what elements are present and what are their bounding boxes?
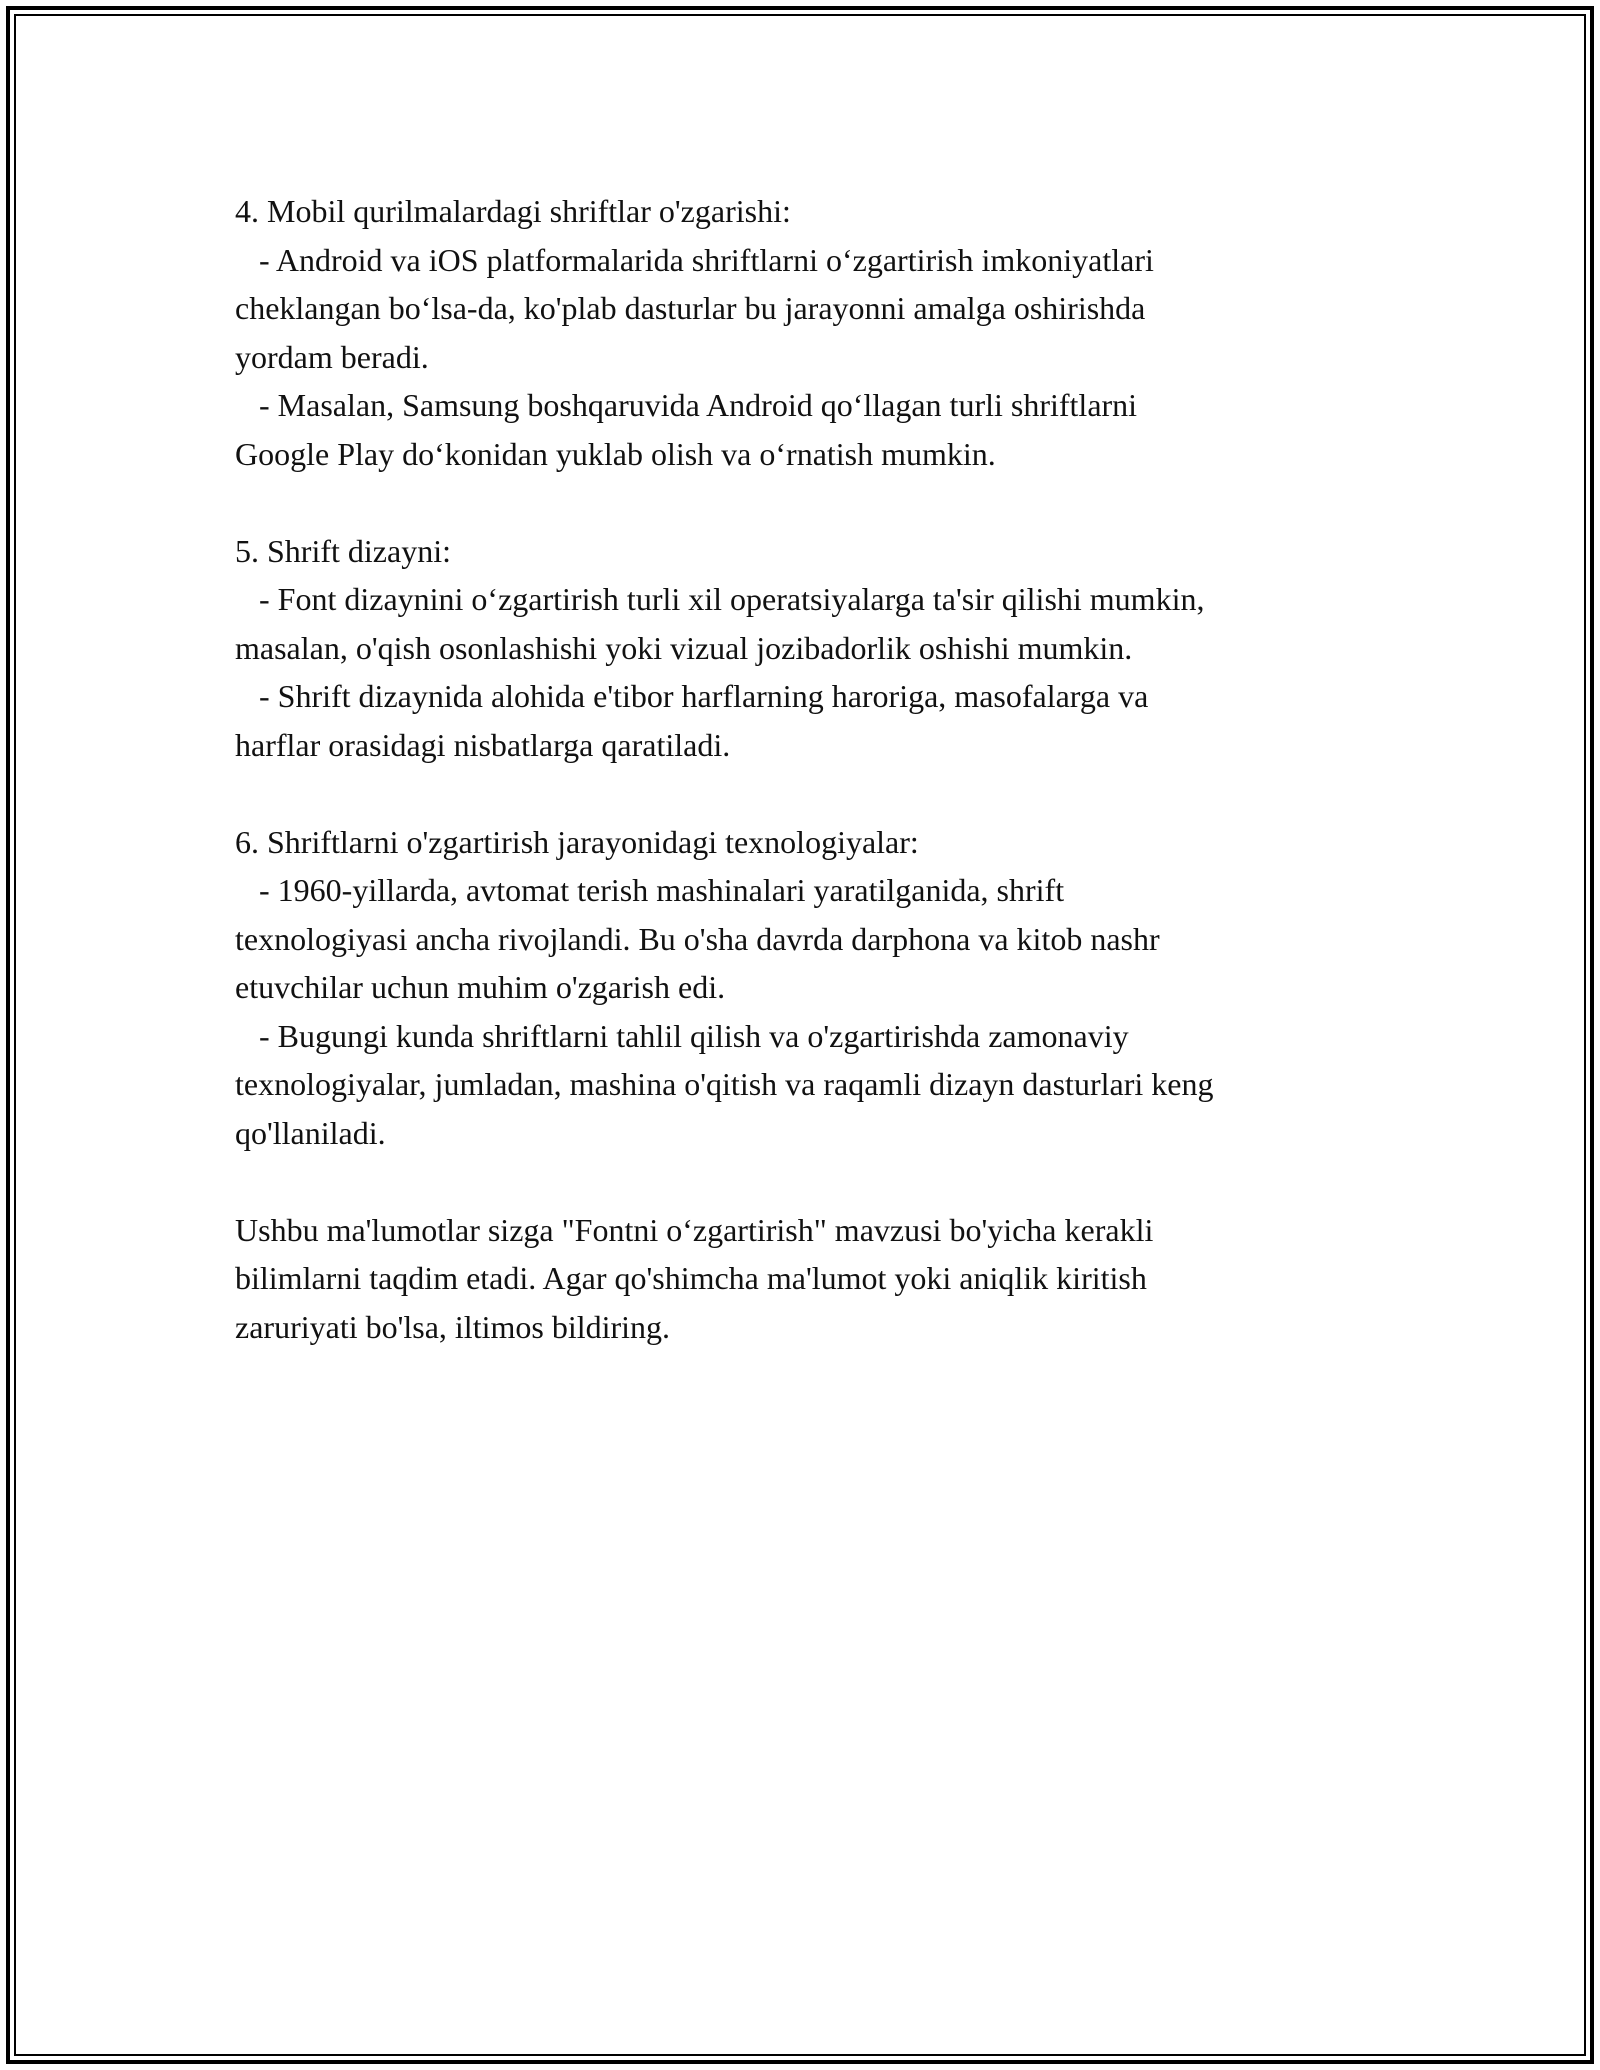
section-font-design xyxy=(235,527,1385,770)
section-conclusion xyxy=(235,1206,1385,1352)
text-line: - Bugungi kunda shriftlarni tahlil qilish va o'zgartirishda zamonaviy xyxy=(235,1017,1129,1054)
text-line: - Font dizaynini o‘zgartirish turli xil operatsiyalarga ta'sir qilishi mumkin, xyxy=(235,581,1205,617)
text-line: Ushbu ma'lumotlar sizga "Fontni o‘zgartirish" mavzusi bo'yicha kerakli xyxy=(235,1211,1154,1248)
text-line: Google Play do‘konidan yuklab olish va o‘rnatish mumkin. xyxy=(235,435,996,472)
text-line: masalan, o'qish osonlashishi yoki vizual jozibadorlik oshishi mumkin. xyxy=(235,629,1133,666)
section-heading: 5. Shrift dizayni: xyxy=(235,532,451,569)
section-technologies xyxy=(235,818,1385,1158)
text-line: bilimlarni taqdim etadi. Agar qo'shimcha ma'lumot yoki aniqlik kiritish xyxy=(235,1260,1147,1296)
section-heading: 4. Mobil qurilmalardagi shriftlar o'zgarishi: xyxy=(235,193,791,229)
text-line: cheklangan bo‘lsa-da, ko'plab dasturlar bu jarayonni amalga oshirishda xyxy=(235,290,1146,326)
text-line: texnologiyasi ancha rivojlandi. Bu o'sha davrda darphona va kitob nashr xyxy=(235,920,1160,957)
text-line: - Android va iOS platformalarida shriftlarni o‘zgartirish imkoniyatlari xyxy=(235,241,1154,278)
text-line: etuvchilar uchun muhim o'zgarish edi. xyxy=(235,969,726,1005)
text-line: - Shrift dizaynida alohida e'tibor harflarning haroriga, masofalarga va xyxy=(235,678,1149,714)
text-line: - 1960-yillarda, avtomat terish mashinalari yaratilganida, shrift xyxy=(235,872,1065,908)
text-line: texnologiyalar, jumladan, mashina o'qitish va raqamli dizayn dasturlari keng xyxy=(235,1066,1214,1102)
text-line: zaruriyati bo'lsa, iltimos bildiring. xyxy=(235,1308,671,1345)
text-line: harflar orasidagi nisbatlarga qaratiladi. xyxy=(235,726,731,763)
section-heading: 6. Shriftlarni o'zgartirish jarayonidagi texnologiyalar: xyxy=(235,823,919,860)
text-line: - Masalan, Samsung boshqaruvida Android qo‘llagan turli shriftlarni xyxy=(235,387,1138,423)
section-mobile-fonts xyxy=(235,187,1385,478)
document-body xyxy=(235,187,1385,1400)
text-line: qo'llaniladi. xyxy=(235,1114,386,1151)
text-line: yordam beradi. xyxy=(235,338,429,375)
